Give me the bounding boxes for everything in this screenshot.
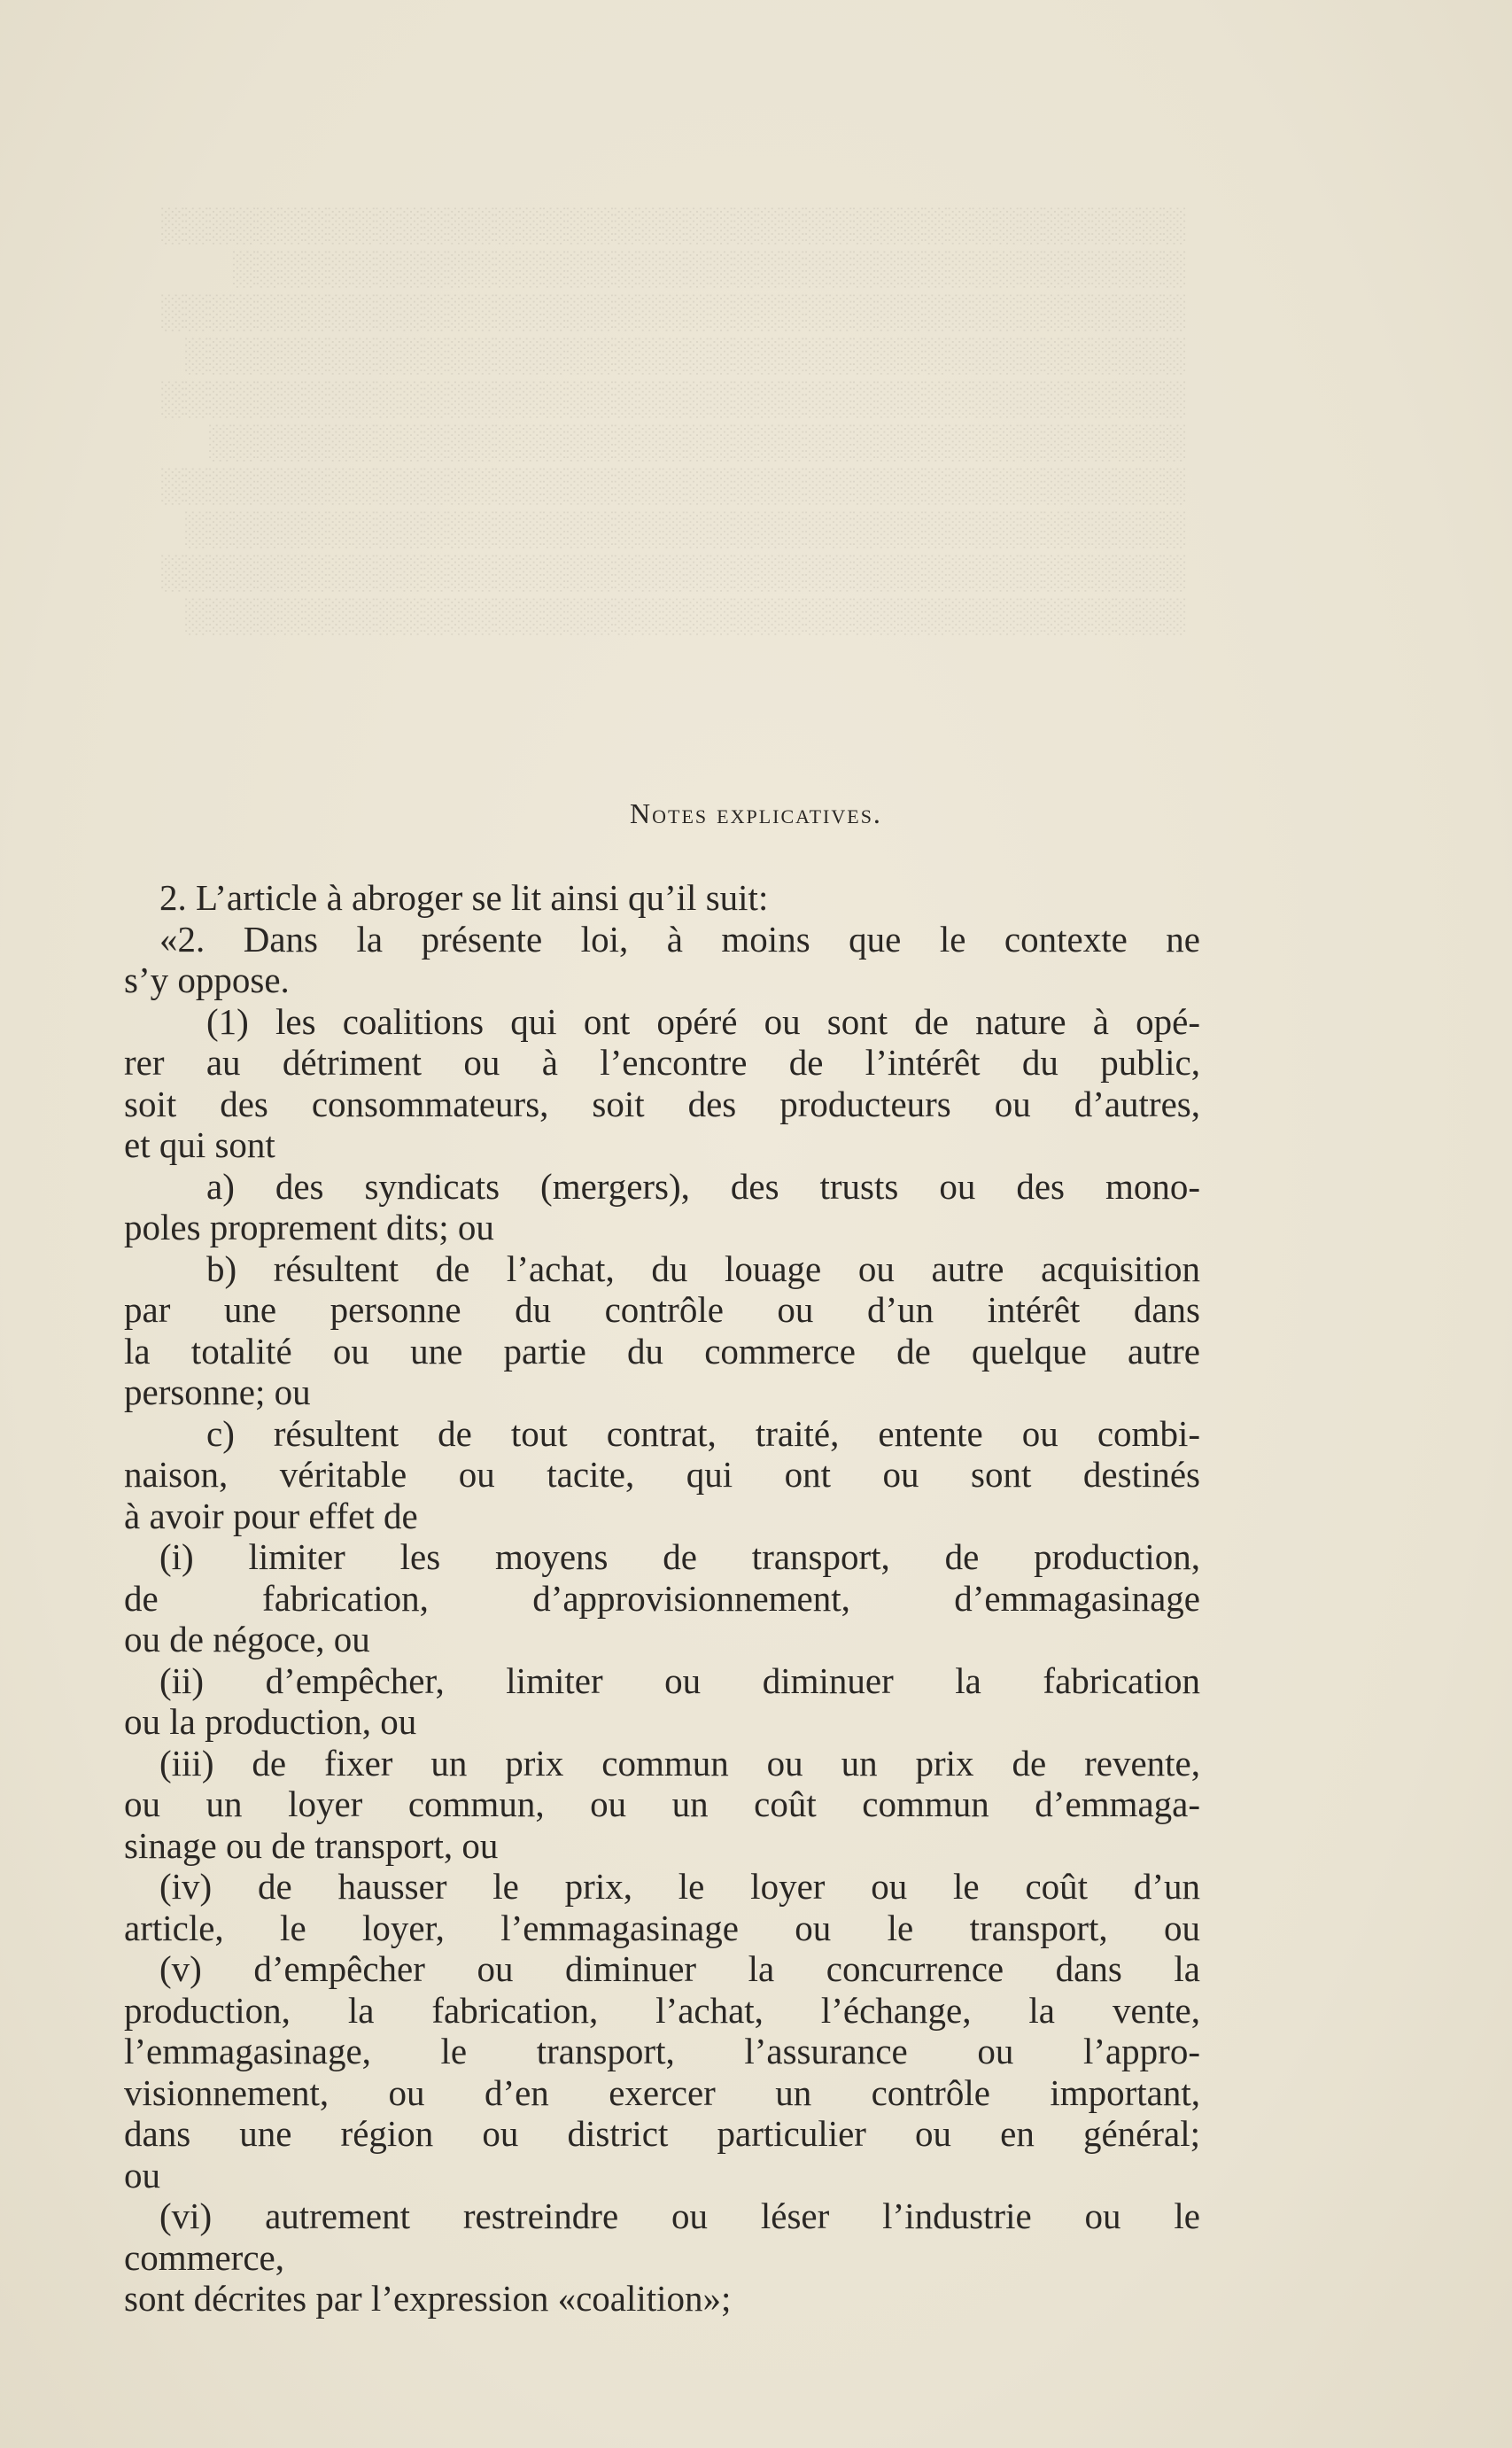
text-line xyxy=(124,960,1200,1001)
text-line xyxy=(124,1743,1200,1784)
text-line-content: sont décrites par l’expression «coalition»; xyxy=(124,2278,732,2319)
text-line-content: c) résultent de tout contrat, traité, entente ou combi- xyxy=(206,1412,1200,1454)
text-line xyxy=(124,1701,1200,1743)
text-line xyxy=(124,1001,1200,1043)
text-line xyxy=(124,1248,1200,1290)
text-line-content: (vi) autrement restreindre ou léser l’industrie ou le xyxy=(159,2195,1200,2236)
text-line xyxy=(124,1496,1200,1537)
page-title: Notes explicatives. xyxy=(630,797,882,829)
text-line xyxy=(124,2072,1200,2114)
text-line-content: commerce, xyxy=(124,2236,284,2278)
text-line xyxy=(124,1084,1200,1125)
text-line xyxy=(124,1413,1200,1455)
text-line xyxy=(124,1825,1200,1867)
bleed-through-text: ░░░░░░░░░░░░░░░░░░░░░░░░░░░░░░░░░░░░░░░░░░░ ░░░░░░░░░░░░░░░░░░░░░░░░░░░░░░░░░░░░░░░░ ░░░░░░░░░░░░░░░░░░░░░░░░░░░░░░░░░░░░░░░░░░░ ░░░░░░░░░░░░░░░░░░░░░░░░░░░░░░░░░░░░░░░░░░ ░░░░░░░░░░░░░░░░░░░░░░░░░░░░░░░░░░░░░░░░░░░ ░░░░░░░░░░░░░░░░░░░░░░░░░░░░░░░░░░░░░░░░░ ░░░░░░░░░░░░░░░░░░░░░░░░░░░░░░░░░░░░░░░░░░░ ░░░░░░░░░░░░░░░░░░░░░░░░░░░░░░░░░░░░░░░░░░ ░░░░░░░░░░░░░░░░░░░░░░░░░░░░░░░░░░░░░░░░░░░ ░░░░░░░░░░░░░░░░░░░░░░░░░░░░░░░░░░░░░░░░░░ xyxy=(161,206,1187,634)
text-line xyxy=(124,1372,1200,1413)
text-line xyxy=(124,1331,1200,1372)
text-line-content: l’emmagasinage, le transport, l’assurance ou l’appro- xyxy=(124,2031,1200,2071)
text-line-content: (ii) d’empêcher, limiter ou diminuer la fabrication xyxy=(159,1659,1200,1701)
text-line-content: personne; ou xyxy=(124,1372,311,1412)
text-line xyxy=(124,1289,1200,1331)
text-line xyxy=(124,1866,1200,1908)
text-line-content: a) des syndicats (mergers), des trusts ou des mono- xyxy=(206,1165,1200,1207)
text-line xyxy=(124,1207,1200,1248)
text-line-content: ou un loyer commun, ou un coût commun d’emmaga- xyxy=(124,1784,1200,1824)
text-line-content: naison, véritable ou tacite, qui ont ou sont destinés xyxy=(124,1454,1200,1495)
text-line-content: poles proprement dits; ou xyxy=(124,1207,494,1247)
text-line xyxy=(124,2031,1200,2072)
text-line xyxy=(124,877,1200,919)
text-line xyxy=(124,1454,1200,1496)
text-line-content: (1) les coalitions qui ont opéré ou sont de nature à opé- xyxy=(206,1000,1200,1042)
text-line xyxy=(124,1042,1200,1084)
text-line xyxy=(124,1578,1200,1620)
text-line-content: (v) d’empêcher ou diminuer la concurrence dans la xyxy=(159,1948,1200,1989)
text-line-content: (iv) de hausser le prix, le loyer ou le coût d’un xyxy=(159,1866,1200,1907)
text-line xyxy=(124,2155,1200,2196)
text-line-content: rer au détriment ou à l’encontre de l’intérêt du public, xyxy=(124,1042,1200,1083)
text-line-content: sinage ou de transport, ou xyxy=(124,1824,499,1866)
text-line-content: de fabrication, d’approvisionnement, d’emmagasinage xyxy=(124,1577,1200,1619)
text-line-content: article, le loyer, l’emmagasinage ou le transport, ou xyxy=(124,1907,1200,1948)
text-line xyxy=(124,1124,1200,1166)
text-line-content: ou de négoce, ou xyxy=(124,1619,370,1659)
text-line-content: la totalité ou une partie du commerce de quelque autre xyxy=(124,1330,1200,1372)
text-line xyxy=(124,1166,1200,1208)
text-line-content: (iii) de fixer un prix commun ou un prix de revente, xyxy=(159,1742,1200,1784)
text-line-content: (i) limiter les moyens de transport, de production, xyxy=(159,1536,1200,1577)
text-line-content: à avoir pour effet de xyxy=(124,1495,418,1536)
text-line-content: par une personne du contrôle ou d’un intérêt dans xyxy=(124,1289,1200,1330)
text-line xyxy=(124,1908,1200,1949)
text-line-content: «2. Dans la présente loi, à moins que le contexte ne xyxy=(159,918,1200,960)
text-line-content: soit des consommateurs, soit des producteurs ou d’autres, xyxy=(124,1083,1200,1124)
text-line xyxy=(124,1536,1200,1578)
text-line-content: visionnement, ou d’en exercer un contrôle important, xyxy=(124,2071,1200,2113)
text-line-content: 2. L’article à abroger se lit ainsi qu’il suit: xyxy=(159,877,769,918)
text-line xyxy=(124,2237,1200,2279)
text-line xyxy=(124,1948,1200,1990)
text-line xyxy=(124,1784,1200,1825)
text-line-content: dans une région ou district particulier ou en général; xyxy=(124,2113,1200,2154)
text-line xyxy=(124,1619,1200,1660)
text-line xyxy=(124,1660,1200,1702)
text-line-content: s’y oppose. xyxy=(124,960,290,1000)
text-line xyxy=(124,2195,1200,2237)
text-line-content: production, la fabrication, l’achat, l’échange, la vente, xyxy=(124,1989,1200,2031)
text-line-content: et qui sont xyxy=(124,1124,275,1165)
text-line xyxy=(124,2113,1200,2155)
text-line-content: ou xyxy=(124,2154,160,2195)
text-line-content: ou la production, ou xyxy=(124,1701,417,1742)
text-line xyxy=(124,919,1200,960)
notes-body xyxy=(124,877,1200,2320)
text-line xyxy=(124,2278,1200,2320)
text-line xyxy=(124,1990,1200,2032)
text-line-content: b) résultent de l’achat, du louage ou autre acquisition xyxy=(206,1247,1200,1289)
